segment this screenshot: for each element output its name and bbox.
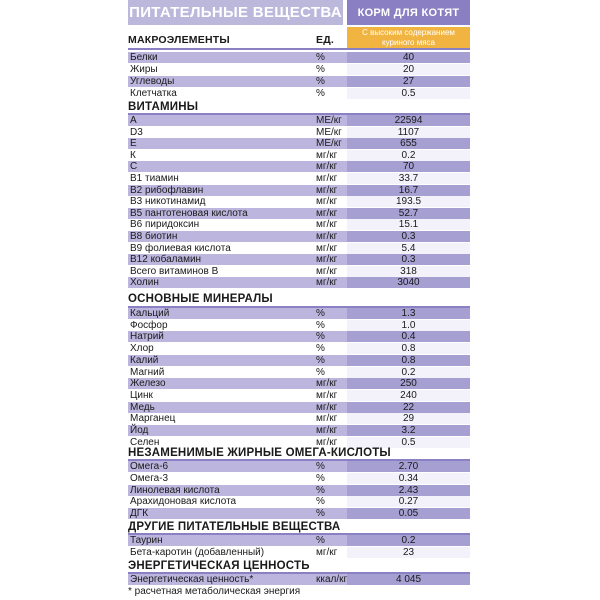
nutrient-value: 40	[347, 52, 470, 63]
table-row	[128, 115, 470, 126]
table-row	[128, 425, 470, 436]
nutrient-value: 193.5	[347, 196, 470, 207]
nutrient-value: 1.3	[347, 308, 470, 319]
nutrient-unit: мг/кг	[316, 254, 338, 266]
table-row	[128, 76, 470, 87]
nutrient-name: Медь	[130, 401, 155, 413]
nutrient-name: Железо	[130, 378, 166, 390]
nutrient-name: Йод	[130, 425, 149, 436]
nutrient-name: Марганец	[130, 413, 176, 425]
nutrient-unit: %	[316, 354, 325, 366]
table-row	[128, 308, 470, 319]
nutrient-name: Кальций	[130, 308, 170, 319]
nutrient-value: 0.3	[347, 231, 470, 242]
nutrient-name: Магний	[130, 366, 165, 378]
nutrient-unit: %	[316, 331, 325, 343]
nutrient-unit: %	[316, 88, 325, 99]
nutrient-value: 318	[347, 266, 470, 277]
nutrient-name: А	[130, 115, 137, 126]
nutrient-name: Селен	[130, 436, 160, 448]
nutrient-unit: мг/кг	[316, 389, 338, 401]
nutrient-name: В12 кобаламин	[130, 254, 202, 266]
section-title-text: НЕЗАМЕНИМЫЕ ЖИРНЫЕ ОМЕГА-КИСЛОТЫ	[128, 447, 391, 459]
table-row	[128, 508, 470, 519]
table-row	[128, 208, 470, 219]
nutrient-unit: мг/кг	[316, 219, 338, 231]
nutrient-value: 22	[347, 402, 470, 413]
nutrient-unit: мг/кг	[316, 207, 338, 219]
nutrient-value: 0.2	[347, 535, 470, 546]
table-header	[128, 0, 470, 25]
nutrient-unit: %	[316, 319, 325, 331]
table-row	[128, 138, 470, 149]
nutrient-name: Омега-6	[130, 461, 169, 472]
nutrient-name: Е	[130, 138, 137, 150]
nutrient-unit: мг/кг	[316, 425, 338, 436]
nutrient-value: 23	[347, 547, 470, 558]
table-row	[128, 254, 470, 265]
nutrient-name: Омега-3	[130, 472, 169, 484]
table-row	[128, 547, 470, 558]
nutrient-unit: %	[316, 461, 325, 472]
nutrient-unit: МЕ/кг	[316, 138, 342, 150]
nutrient-name: В3 никотинамид	[130, 196, 206, 208]
nutrient-unit: МЕ/кг	[316, 126, 342, 138]
nutrient-unit: мг/кг	[316, 413, 338, 425]
nutrient-value: 0.3	[347, 254, 470, 265]
table-row	[128, 485, 470, 496]
section-title-text: ОСНОВНЫЕ МИНЕРАЛЫ	[128, 293, 273, 305]
nutrient-value: 22594	[347, 115, 470, 126]
nutrient-name: В5 пантотеновая кислота	[130, 207, 248, 219]
product-badge: С высоким содержанием куриного мяса	[347, 27, 470, 49]
nutrient-value: 29	[347, 413, 470, 424]
nutrient-value: 4 045	[347, 574, 470, 585]
table-row	[128, 461, 470, 472]
table-row	[128, 231, 470, 242]
unit-column-header: ЕД.	[316, 34, 335, 46]
nutrient-value: 240	[347, 390, 470, 401]
nutrient-name: В9 фолиевая кислота	[130, 242, 231, 254]
nutrient-value: 0.4	[347, 331, 470, 342]
nutrient-unit: %	[316, 508, 325, 520]
nutrient-unit: мг/кг	[316, 547, 338, 558]
nutrient-value: 0.34	[347, 473, 470, 484]
nutrient-name: Энергетическая ценность*	[130, 574, 254, 585]
nutrient-value: 3.2	[347, 425, 470, 436]
nutrient-name: Калий	[130, 354, 159, 366]
nutrient-name: Фосфор	[130, 319, 168, 331]
nutrient-value: 2.70	[347, 461, 470, 472]
nutrient-unit: %	[316, 64, 325, 75]
nutrient-value: 1.0	[347, 320, 470, 331]
nutrient-name: В1 тиамин	[130, 173, 179, 184]
nutrient-value: 0.5	[347, 88, 470, 99]
nutrient-unit: мг/кг	[316, 173, 338, 184]
nutrient-unit: %	[316, 496, 325, 508]
nutrient-name: D3	[130, 126, 143, 138]
nutrient-name: Арахидоновая кислота	[130, 496, 237, 508]
nutrient-value: 16.7	[347, 185, 470, 196]
nutrient-name: Натрий	[130, 331, 164, 343]
nutrient-unit: %	[316, 366, 325, 378]
nutrient-value: 0.05	[347, 508, 470, 519]
nutrient-unit: %	[316, 76, 325, 87]
page-title: ПИТАТЕЛЬНЫЕ ВЕЩЕСТВА	[128, 0, 343, 25]
nutrient-name: Линолевая кислота	[130, 484, 220, 496]
table-row	[128, 266, 470, 277]
section-title-text: МАКРОЭЛЕМЕНТЫ	[128, 34, 230, 46]
table-row	[128, 52, 470, 63]
nutrient-name: ДГК	[130, 508, 149, 520]
nutrient-value: 0.27	[347, 496, 470, 507]
nutrient-name: Жиры	[130, 64, 158, 75]
table-row	[128, 219, 470, 230]
nutrient-value: 655	[347, 138, 470, 149]
table-row	[128, 367, 470, 378]
table-row	[128, 173, 470, 184]
table-row	[128, 413, 470, 424]
nutrient-name: Бета-каротин (добавленный)	[130, 547, 265, 558]
nutrient-unit: мг/кг	[316, 196, 338, 208]
nutrient-value: 27	[347, 76, 470, 87]
section-title-macro	[128, 34, 470, 48]
nutrient-name: В8 биотин	[130, 231, 178, 242]
table-row	[128, 390, 470, 401]
nutrient-unit: мг/кг	[316, 161, 338, 173]
table-row	[128, 496, 470, 507]
table-row	[128, 535, 470, 546]
nutrient-name: Таурин	[130, 535, 163, 546]
table-row	[128, 161, 470, 172]
nutrient-value: 20	[347, 64, 470, 75]
nutrient-name: Всего витаминов В	[130, 265, 219, 277]
nutrient-unit: %	[316, 343, 325, 355]
nutrient-unit: МЕ/кг	[316, 115, 342, 126]
table-row	[128, 355, 470, 366]
nutrient-unit: мг/кг	[316, 378, 338, 390]
nutrient-value: 33.7	[347, 173, 470, 184]
table-row	[128, 243, 470, 254]
nutrient-unit: %	[316, 308, 325, 319]
table-row	[128, 343, 470, 354]
section-title-text: ВИТАМИНЫ	[128, 101, 199, 113]
nutrient-name: Хлор	[130, 343, 154, 355]
nutrient-unit: %	[316, 472, 325, 484]
nutrient-value: 0.8	[347, 355, 470, 366]
nutrient-name: В6 пиридоксин	[130, 219, 200, 231]
table-row	[128, 88, 470, 99]
nutrient-value: 0.2	[347, 367, 470, 378]
nutrient-value: 2.43	[347, 485, 470, 496]
table-row	[128, 185, 470, 196]
nutrient-unit: мг/кг	[316, 231, 338, 242]
nutrient-name: В2 рибофлавин	[130, 184, 204, 196]
nutrient-value: 1107	[347, 127, 470, 138]
nutrient-value: 15.1	[347, 219, 470, 230]
nutrient-name: К	[130, 149, 136, 161]
nutrient-unit: ккал/кг	[316, 574, 348, 585]
nutrient-unit: мг/кг	[316, 401, 338, 413]
nutrient-value: 52.7	[347, 208, 470, 219]
nutrient-value: 0.2	[347, 150, 470, 161]
nutrient-name: Холин	[130, 277, 159, 289]
table-row	[128, 64, 470, 75]
nutrient-name: С	[130, 161, 138, 173]
nutrient-unit: мг/кг	[316, 184, 338, 196]
table-row	[128, 574, 470, 585]
section-title-minerals	[128, 293, 470, 307]
nutrient-value: 0.8	[347, 343, 470, 354]
nutrient-name: Белки	[130, 52, 158, 63]
section-title-text: ДРУГИЕ ПИТАТЕЛЬНЫЕ ВЕЩЕСТВА	[128, 521, 341, 533]
section-title-text: ЭНЕРГЕТИЧЕСКАЯ ЦЕННОСТЬ	[128, 560, 310, 572]
nutrient-unit: мг/кг	[316, 436, 338, 448]
nutrient-unit: мг/кг	[316, 149, 338, 161]
nutrient-unit: %	[316, 535, 325, 546]
table-row	[128, 402, 470, 413]
nutrient-unit: мг/кг	[316, 265, 338, 277]
table-row	[128, 127, 470, 138]
nutrient-unit: мг/кг	[316, 242, 338, 254]
nutrient-value: 3040	[347, 277, 470, 288]
footnote: * расчетная метаболическая энергия	[128, 586, 301, 597]
product-title: КОРМ ДЛЯ КОТЯТ	[347, 0, 470, 25]
nutrient-value: 5.4	[347, 243, 470, 254]
nutrition-table	[128, 0, 470, 600]
section-divider	[128, 48, 470, 50]
table-row	[128, 150, 470, 161]
nutrient-name: Углеводы	[130, 76, 175, 87]
nutrient-name: Клетчатка	[130, 88, 177, 99]
nutrient-name: Цинк	[130, 389, 153, 401]
nutrient-value: 70	[347, 161, 470, 172]
table-row	[128, 331, 470, 342]
nutrient-value: 250	[347, 378, 470, 389]
nutrient-value: 0.5	[347, 437, 470, 448]
table-row	[128, 320, 470, 331]
table-row	[128, 473, 470, 484]
nutrient-unit: %	[316, 52, 325, 63]
table-row	[128, 196, 470, 207]
table-row	[128, 277, 470, 288]
nutrient-unit: мг/кг	[316, 277, 338, 289]
table-row	[128, 378, 470, 389]
nutrient-unit: %	[316, 484, 325, 496]
